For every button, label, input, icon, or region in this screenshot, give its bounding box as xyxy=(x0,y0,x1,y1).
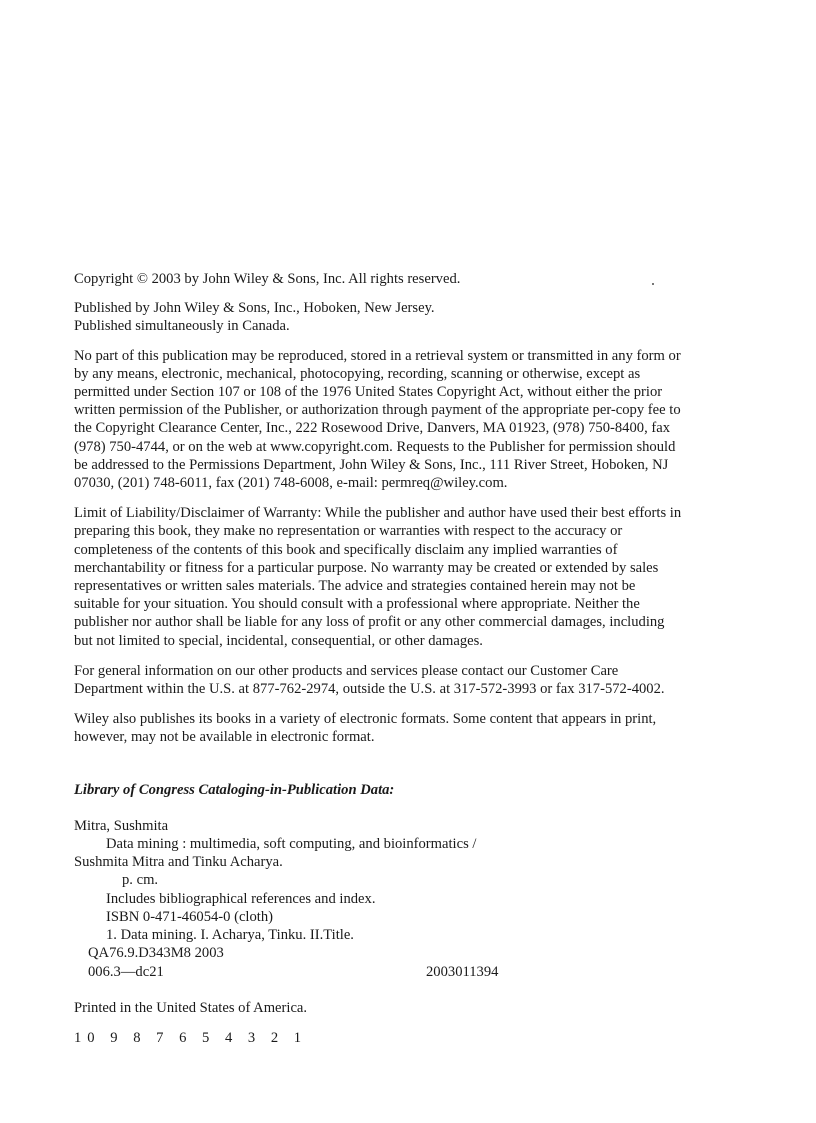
permissions-line: by any means, electronic, mechanical, photocopying, recording, scanning or otherwise, except as xyxy=(74,365,641,382)
permissions-paragraph xyxy=(74,347,754,493)
liability-line: Limit of Liability/Disclaimer of Warranty: While the publisher and author have used their best efforts in xyxy=(74,505,682,522)
cip-classification-row xyxy=(74,963,754,981)
general-info-paragraph xyxy=(74,662,754,698)
cip-dewey: 006.3—dc21 xyxy=(88,963,164,980)
permissions-line: be addressed to the Permissions Department, John Wiley & Sons, Inc., 111 River Street, Hoboken, NJ xyxy=(74,456,669,473)
publisher-info xyxy=(74,299,754,335)
cip-lccn: 2003011394 xyxy=(426,963,499,980)
liability-line: publisher nor author shall be liable for any loss of profit or any other commercial damages, including xyxy=(74,614,665,631)
cip-isbn: ISBN 0-471-46054-0 (cloth) xyxy=(106,908,273,925)
general-info-line: For general information on our other products and services please contact our Customer Care xyxy=(74,662,619,679)
cip-authors: Sushmita Mitra and Tinku Acharya. xyxy=(74,854,283,871)
permissions-line: (978) 750-4744, or on the web at www.copyright.com. Requests to the Publisher for permission should xyxy=(74,438,676,455)
published-by: Published by John Wiley & Sons, Inc., Hoboken, New Jersey. xyxy=(74,300,435,317)
liability-line: representatives or written sales materials. The advice and strategies contained herein may not be xyxy=(74,578,636,595)
cip-title: Data mining : multimedia, soft computing, and bioinformatics / xyxy=(106,836,477,853)
general-info-line: Department within the U.S. at 877-762-2974, outside the U.S. at 317-572-3993 or fax 317-572-4002. xyxy=(74,681,665,698)
permissions-line: written permission of the Publisher, or authorization through payment of the appropriate per-copy fee to xyxy=(74,402,681,419)
liability-line: suitable for your situation. You should consult with a professional where appropriate. Neither the xyxy=(74,596,640,613)
electronic-line: however, may not be available in electronic format. xyxy=(74,729,375,746)
liability-line: completeness of the contents of this book and specifically disclaim any implied warranties of xyxy=(74,541,618,558)
electronic-formats-paragraph xyxy=(74,710,754,746)
printed-in: Printed in the United States of America. xyxy=(74,999,308,1016)
electronic-line: Wiley also publishes its books in a variety of electronic formats. Some content that appears in print, xyxy=(74,711,657,728)
permissions-line: the Copyright Clearance Center, Inc., 222 Rosewood Drive, Danvers, MA 01923, (978) 750-8400, fax xyxy=(74,420,671,437)
permissions-line: No part of this publication may be reproduced, stored in a retrieval system or transmitted in any form or xyxy=(74,347,681,364)
permissions-line: permitted under Section 107 or 108 of the 1976 United States Copyright Act, without either the prior xyxy=(74,384,663,401)
cip-includes: Includes bibliographical references and index. xyxy=(106,890,376,907)
cip-call-number: QA76.9.D343M8 2003 xyxy=(88,945,224,962)
cip-heading: Library of Congress Cataloging-in-Publication Data: xyxy=(74,781,395,798)
cip-record xyxy=(74,817,754,981)
copyright-page xyxy=(74,270,754,1047)
liability-line: but not limited to special, incidental, consequential, or other damages. xyxy=(74,632,483,649)
liability-paragraph xyxy=(74,504,754,650)
cip-author: Mitra, Sushmita xyxy=(74,817,169,834)
permissions-line: 07030, (201) 748-6011, fax (201) 748-6008, e-mail: permreq@wiley.com. xyxy=(74,475,508,492)
cip-pages: p. cm. xyxy=(122,872,159,889)
printing-number-line: 10 9 8 7 6 5 4 3 2 1 xyxy=(74,1029,308,1046)
published-simultaneously: Published simultaneously in Canada. xyxy=(74,318,290,335)
copyright-notice: Copyright © 2003 by John Wiley & Sons, Inc. All rights reserved. xyxy=(74,271,461,287)
cip-subjects: 1. Data mining. I. Acharya, Tinku. II.Title. xyxy=(106,927,354,944)
liability-line: merchantability or fitness for a particular purpose. No warranty may be created or extended by sales xyxy=(74,559,659,576)
liability-line: preparing this book, they make no representation or warranties with respect to the accuracy or xyxy=(74,523,623,540)
